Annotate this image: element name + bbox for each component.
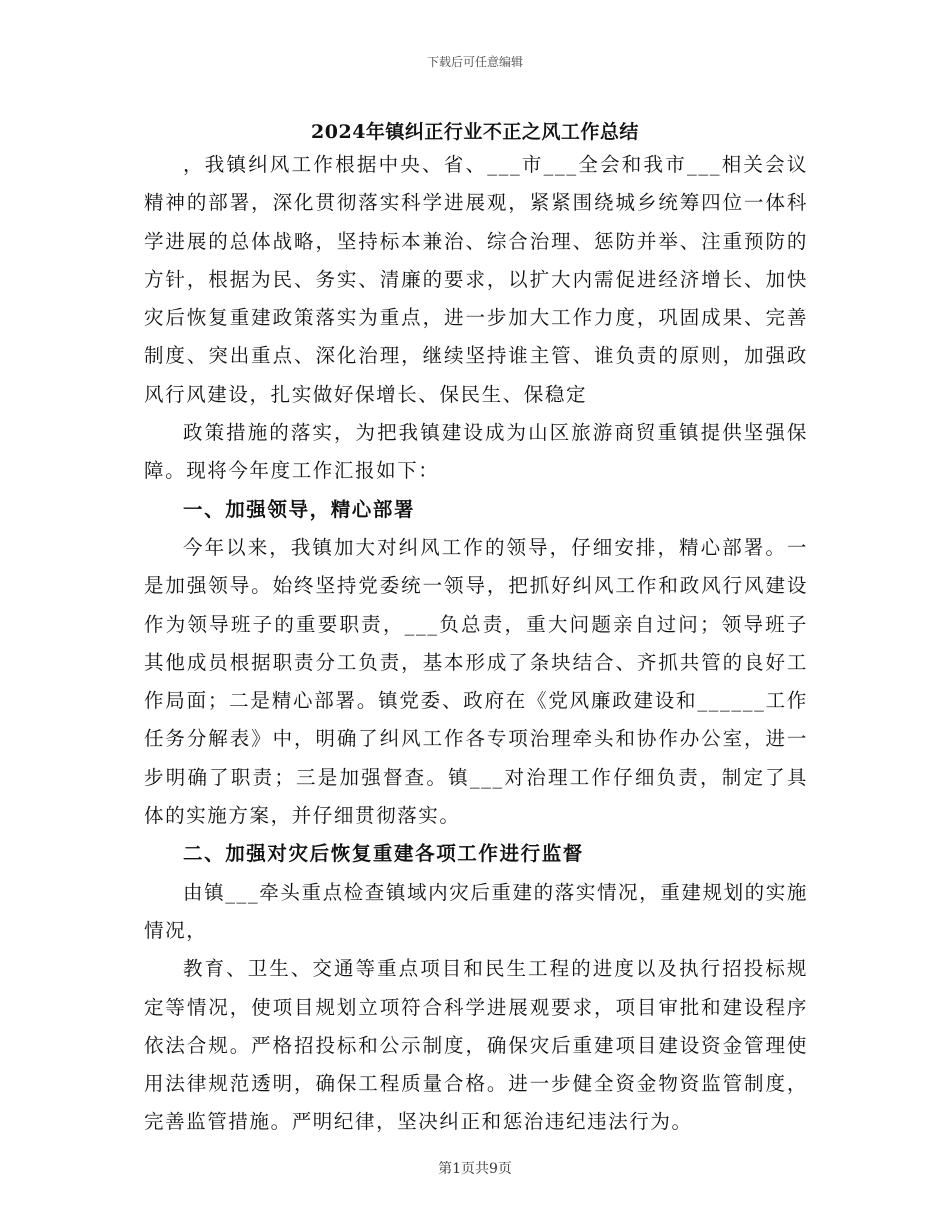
paragraph-intro-continued: 政策措施的落实，为把我镇建设成为山区旅游商贸重镇提供坚强保障。现将今年度工作汇报如下： (144, 421, 808, 483)
section-heading-2: 二、加强对灾后恢复重建各项工作进行监督 (183, 842, 584, 866)
section-heading-1: 一、加强领导，精心部署 (183, 497, 416, 521)
document-body (144, 146, 808, 1142)
paragraph-intro: ，我镇纠风工作根据中央、省、___市___全会和我市___相关会议精神的部署，深化贯彻落实科学进展观，紧紧围绕城乡统筹四位一体科学进展的总体战略，坚持标本兼治、综合治理、惩防并举、注重预防的方针，根据为民、务实、清廉的要求，以扩大内需促进经济增长、加快灾后恢复重建政策落实为重点，进一步加大工作力度，巩固成果、完善制度、突出重点、深化治理，继续坚持谁主管、谁负责的原则，加强政风行风建设，扎实做好保增长、保民生、保稳定 (144, 153, 808, 406)
document-title: 2024年镇纠正行业不正之风工作总结 (311, 121, 639, 143)
page-header-note: 下载后可任意编辑 (426, 55, 523, 69)
paragraph-section-2-detail: 教育、卫生、交通等重点项目和民生工程的进度以及执行招投标规定等情况，使项目规划立项符合科学进展观要求，项目审批和建设程序依法合规。严格招投标和公示制度，确保灾后重建项目建设资金管理使用法律规范透明，确保工程质量合格。进一步健全资金物资监管制度，完善监管措施。严明纪律，坚决纠正和惩治违纪违法行为。 (144, 957, 808, 1134)
paragraph-section-1: 今年以来，我镇加大对纠风工作的领导，仔细安排，精心部署。一是加强领导。始终坚持党委统一领导，把抓好纠风工作和政风行风建设作为领导班子的重要职责，___负总责，重大问题亲自过问；领导班子其他成员根据职责分工负责，基本形成了条块结合、齐抓共管的良好工作局面；二是精心部署。镇党委、政府在《党风廉政建设和______工作任务分解表》中，明确了纠风工作各专项治理牵头和协作办公室，进一步明确了职责；三是加强督查。镇___对治理工作仔细负责，制定了具体的实施方案，并仔细贯彻落实。 (144, 535, 808, 828)
paragraph-section-2-intro: 由镇___牵头重点检查镇域内灾后重建的落实情况，重建规划的实施情况， (144, 880, 808, 942)
page-number: 第1页共9页 (438, 1161, 512, 1177)
